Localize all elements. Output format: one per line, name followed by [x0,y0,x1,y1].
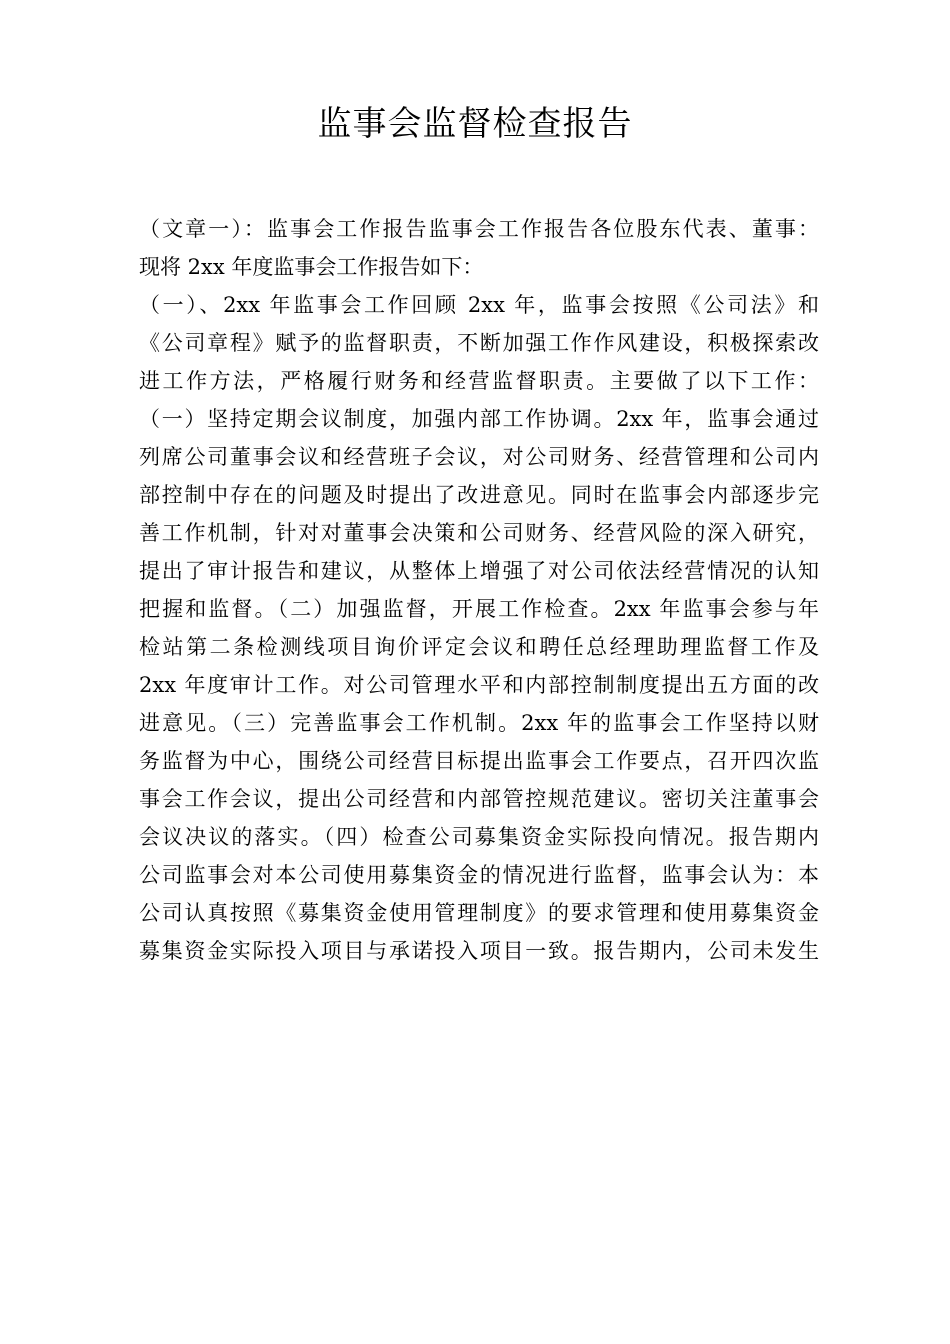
body-line-17: 会议决议的落实。（四）检查公司募集资金实际投向情况。报告期内 [139,825,819,849]
body-line-20: 募集资金实际投入项目与承诺投入项目一致。报告期内，公司未发生 [139,939,819,963]
body-line-4: 《公司章程》赋予的监督职责，不断加强工作作风建设，积极探索改 [139,331,819,355]
body-line-14: 进意见。（三）完善监事会工作机制。2xx 年的监事会工作坚持以财 [139,711,819,735]
document-body [139,210,819,970]
body-line-5: 进工作方法，严格履行财务和经营监督职责。主要做了以下工作： [139,369,819,393]
body-line-15: 务监督为中心，围绕公司经营目标提出监事会工作要点，召开四次监 [139,749,819,773]
body-line-16: 事会工作会议，提出公司经营和内部管控规范建议。密切关注董事会 [139,787,819,811]
body-line-19: 公司认真按照《募集资金使用管理制度》的要求管理和使用募集资金 [139,901,819,925]
body-line-1: （文章一）：监事会工作报告监事会工作报告各位股东代表、董事： [139,217,819,241]
body-line-7: 列席公司董事会议和经营班子会议，对公司财务、经营管理和公司内 [139,445,819,469]
body-line-9: 善工作机制，针对对董事会决策和公司财务、经营风险的深入研究， [139,521,819,545]
body-line-3: （一）、2xx 年监事会工作回顾 2xx 年，监事会按照《公司法》和 [139,293,819,317]
body-line-6: （一）坚持定期会议制度，加强内部工作协调。2xx 年，监事会通过 [139,407,819,431]
body-line-10: 提出了审计报告和建议，从整体上增强了对公司依法经营情况的认知 [139,559,819,583]
body-line-13: 2xx 年度审计工作。对公司管理水平和内部控制制度提出五方面的改 [139,673,819,697]
body-line-8: 部控制中存在的问题及时提出了改进意见。同时在监事会内部逐步完 [139,483,819,507]
body-line-18: 公司监事会对本公司使用募集资金的情况进行监督，监事会认为：本 [139,863,819,887]
body-line-2: 现将 2xx 年度监事会工作报告如下： [139,255,484,279]
body-line-12: 检站第二条检测线项目询价评定会议和聘任总经理助理监督工作及 [139,635,819,659]
document-title: 监事会监督检查报告 [317,104,633,144]
body-line-11: 把握和监督。（二）加强监督，开展工作检查。2xx 年监事会参与年 [139,597,819,621]
